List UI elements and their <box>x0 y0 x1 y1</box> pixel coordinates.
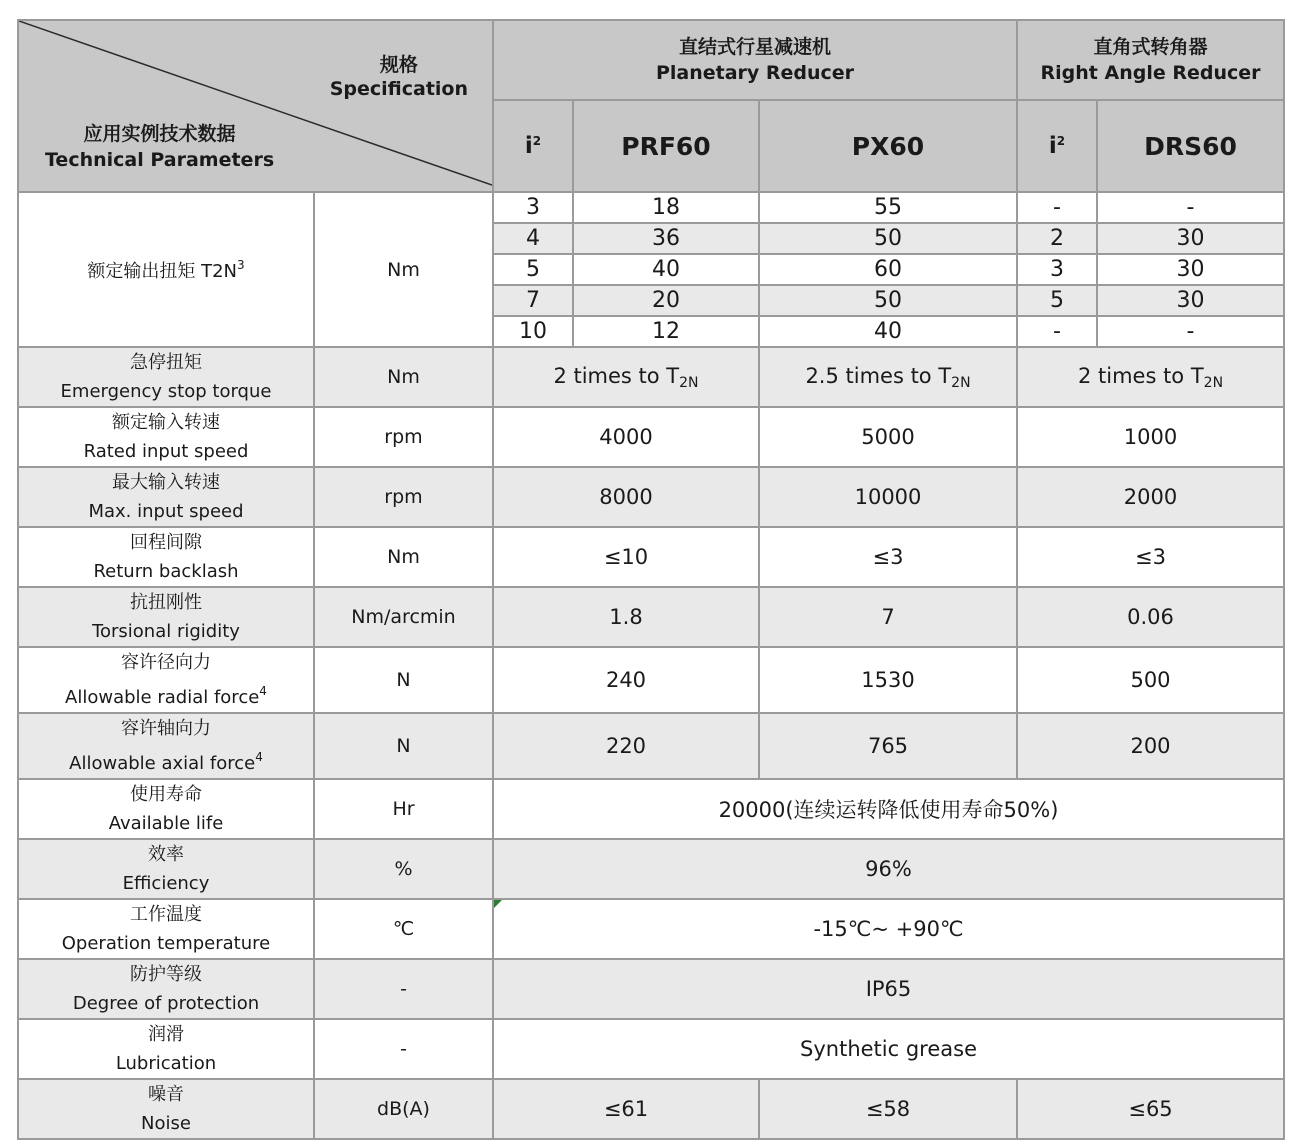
prf60-torque-cell: 20 <box>573 285 759 316</box>
px60-torque-cell: 60 <box>759 254 1017 285</box>
param-cn: 容许轴向力 <box>121 718 211 739</box>
param-cn: 效率 <box>148 844 184 865</box>
shared-value: 20000(连续运转降低使用寿命50%) <box>493 779 1284 839</box>
param-en: Emergency stop torque <box>60 381 272 402</box>
shared-value <box>493 899 1284 959</box>
right-angle-reducer-cn: 直角式转角器 <box>1093 36 1208 58</box>
param-label <box>18 527 314 587</box>
allowable-radial-force-row <box>18 647 1284 713</box>
emergency-px60-value <box>759 347 1017 407</box>
drs60-value: ≤3 <box>1017 527 1284 587</box>
param-cn: 工作温度 <box>130 904 202 925</box>
param-unit: Nm/arcmin <box>314 587 493 647</box>
planetary-reducer-en: Planetary Reducer <box>655 62 855 84</box>
param-en: Return backlash <box>93 561 239 582</box>
param-en: Torsional rigidity <box>92 621 240 642</box>
param-en: Available life <box>108 813 224 834</box>
param-label <box>18 839 314 899</box>
param-cn: 抗扭刚性 <box>130 592 202 613</box>
emergency-prf60-value <box>493 347 759 407</box>
right-angle-reducer-en: Right Angle Reducer <box>1040 62 1261 84</box>
specification-en: Specification <box>329 78 468 100</box>
param-unit: % <box>314 839 493 899</box>
emergency-stop-unit: Nm <box>314 347 493 407</box>
ratio-cell: - <box>1017 316 1097 347</box>
prf60-torque-cell: 36 <box>573 223 759 254</box>
prf60-value: ≤61 <box>493 1079 759 1139</box>
noise-row <box>18 1079 1284 1139</box>
ratio-cell: - <box>1017 192 1097 223</box>
param-unit: Nm <box>314 527 493 587</box>
param-unit: rpm <box>314 407 493 467</box>
param-unit: - <box>314 1019 493 1079</box>
rated-input-speed-row <box>18 407 1284 467</box>
param-unit: N <box>314 647 493 713</box>
param-label <box>18 713 314 779</box>
param-cn: 额定输入转速 <box>112 412 220 433</box>
planetary-reducer-header <box>493 20 1017 100</box>
ratio-cell: 10 <box>493 316 573 347</box>
drs60-torque-cell: - <box>1097 192 1284 223</box>
technical-parameters-label <box>45 121 274 173</box>
prf60-value: 1.8 <box>493 587 759 647</box>
param-en: Max. input speed <box>88 501 244 522</box>
drs60-torque-cell: 30 <box>1097 223 1284 254</box>
param-en-text: Allowable axial force <box>69 753 256 774</box>
value-text: 2.5 times to T <box>805 363 952 388</box>
cell-marker-icon <box>494 900 502 908</box>
param-en: Degree of protection <box>72 993 260 1014</box>
model-prf60-header: PRF60 <box>573 100 759 192</box>
px60-value: 7 <box>759 587 1017 647</box>
emergency-stop-label <box>18 347 314 407</box>
px60-value: 10000 <box>759 467 1017 527</box>
drs60-torque-cell: 30 <box>1097 254 1284 285</box>
available-life-row <box>18 779 1284 839</box>
technical-parameters-en: Technical Parameters <box>45 149 275 171</box>
param-cn: 回程间隙 <box>130 532 202 553</box>
param-cn: 润滑 <box>148 1024 184 1045</box>
param-en: Rated input speed <box>83 441 249 462</box>
value-text: 2 times to T <box>553 363 680 388</box>
param-en: Efficiency <box>122 873 210 894</box>
px60-value: ≤3 <box>759 527 1017 587</box>
param-en <box>19 743 313 778</box>
drs60-torque-cell: - <box>1097 316 1284 347</box>
px60-value: 765 <box>759 713 1017 779</box>
rated-torque-sup: 3 <box>237 257 245 272</box>
param-unit: rpm <box>314 467 493 527</box>
ratio-cell: 2 <box>1017 223 1097 254</box>
ratio-letter: i <box>524 133 533 159</box>
ratio-sup: 2 <box>1056 134 1066 148</box>
header-row-groups <box>18 20 1284 100</box>
px60-torque-cell: 50 <box>759 223 1017 254</box>
model-px60-header: PX60 <box>759 100 1017 192</box>
px60-torque-cell: 50 <box>759 285 1017 316</box>
px60-torque-cell: 40 <box>759 316 1017 347</box>
px60-value: 1530 <box>759 647 1017 713</box>
px60-value: 5000 <box>759 407 1017 467</box>
ratio-header-planetary <box>493 100 573 192</box>
emergency-stop-row <box>18 347 1284 407</box>
prf60-torque-cell: 18 <box>573 192 759 223</box>
param-cn: 容许径向力 <box>121 652 211 673</box>
shared-value-text: -15℃~ +90℃ <box>813 917 964 941</box>
param-cn: 防护等级 <box>130 964 202 985</box>
drs60-value: ≤65 <box>1017 1079 1284 1139</box>
operation-temperature-row <box>18 899 1284 959</box>
specification-label <box>330 53 468 101</box>
prf60-value: ≤10 <box>493 527 759 587</box>
specification-cn: 规格 <box>379 54 418 76</box>
prf60-value: 8000 <box>493 467 759 527</box>
rated-torque-unit: Nm <box>314 192 493 347</box>
spec-table <box>17 19 1285 1140</box>
allowable-axial-force-row <box>18 713 1284 779</box>
ratio-cell: 7 <box>493 285 573 316</box>
prf60-value: 4000 <box>493 407 759 467</box>
ratio-letter: i <box>1048 133 1057 159</box>
return-backlash-row <box>18 527 1284 587</box>
efficiency-row <box>18 839 1284 899</box>
param-label <box>18 1019 314 1079</box>
param-en <box>19 677 313 712</box>
value-text: 2 times to T <box>1077 363 1204 388</box>
ratio-cell: 5 <box>1017 285 1097 316</box>
param-unit: - <box>314 959 493 1019</box>
param-en-text: Allowable radial force <box>65 687 260 708</box>
param-label <box>18 407 314 467</box>
prf60-value: 240 <box>493 647 759 713</box>
drs60-value: 1000 <box>1017 407 1284 467</box>
param-cn: 最大输入转速 <box>112 472 220 493</box>
technical-parameters-cn: 应用实例技术数据 <box>83 123 236 145</box>
param-cn: 噪音 <box>148 1084 184 1105</box>
degree-of-protection-row <box>18 959 1284 1019</box>
param-unit: Hr <box>314 779 493 839</box>
param-label <box>18 899 314 959</box>
drs60-value: 200 <box>1017 713 1284 779</box>
px60-value: ≤58 <box>759 1079 1017 1139</box>
param-label <box>18 779 314 839</box>
param-label <box>18 587 314 647</box>
diagonal-header-cell <box>18 20 493 192</box>
ratio-sup: 2 <box>532 134 542 148</box>
emergency-drs60-value <box>1017 347 1284 407</box>
drs60-value: 2000 <box>1017 467 1284 527</box>
shared-value: 96% <box>493 839 1284 899</box>
torsional-rigidity-row <box>18 587 1284 647</box>
shared-value: Synthetic grease <box>493 1019 1284 1079</box>
param-label <box>18 467 314 527</box>
param-cn: 使用寿命 <box>130 784 202 805</box>
param-en-sup: 4 <box>255 750 263 764</box>
model-drs60-header: DRS60 <box>1097 100 1284 192</box>
param-en: Operation temperature <box>61 933 271 954</box>
prf60-torque-cell: 40 <box>573 254 759 285</box>
rated-torque-label <box>18 192 314 347</box>
param-label <box>18 959 314 1019</box>
param-unit: N <box>314 713 493 779</box>
ratio-cell: 4 <box>493 223 573 254</box>
param-unit: ℃ <box>314 899 493 959</box>
param-en-sup: 4 <box>259 684 267 698</box>
ratio-cell: 3 <box>493 192 573 223</box>
planetary-reducer-cn: 直结式行星减速机 <box>678 36 831 58</box>
px60-torque-cell: 55 <box>759 192 1017 223</box>
prf60-value: 220 <box>493 713 759 779</box>
value-sub: 2N <box>1203 374 1224 391</box>
param-unit: dB(A) <box>314 1079 493 1139</box>
right-angle-reducer-header <box>1017 20 1284 100</box>
ratio-cell: 5 <box>493 254 573 285</box>
param-label <box>18 1079 314 1139</box>
prf60-torque-cell: 12 <box>573 316 759 347</box>
ratio-header-right-angle <box>1017 100 1097 192</box>
rated-torque-text: 额定输出扭矩 T2N <box>87 260 237 282</box>
table-row <box>18 192 1284 223</box>
max-input-speed-row <box>18 467 1284 527</box>
param-label <box>18 647 314 713</box>
param-cn: 急停扭矩 <box>130 352 202 373</box>
param-en: Noise <box>141 1113 191 1134</box>
drs60-value: 500 <box>1017 647 1284 713</box>
shared-value: IP65 <box>493 959 1284 1019</box>
lubrication-row <box>18 1019 1284 1079</box>
ratio-cell: 3 <box>1017 254 1097 285</box>
drs60-value: 0.06 <box>1017 587 1284 647</box>
param-en: Lubrication <box>115 1053 217 1074</box>
drs60-torque-cell: 30 <box>1097 285 1284 316</box>
value-sub: 2N <box>679 374 699 391</box>
value-sub: 2N <box>951 374 971 391</box>
